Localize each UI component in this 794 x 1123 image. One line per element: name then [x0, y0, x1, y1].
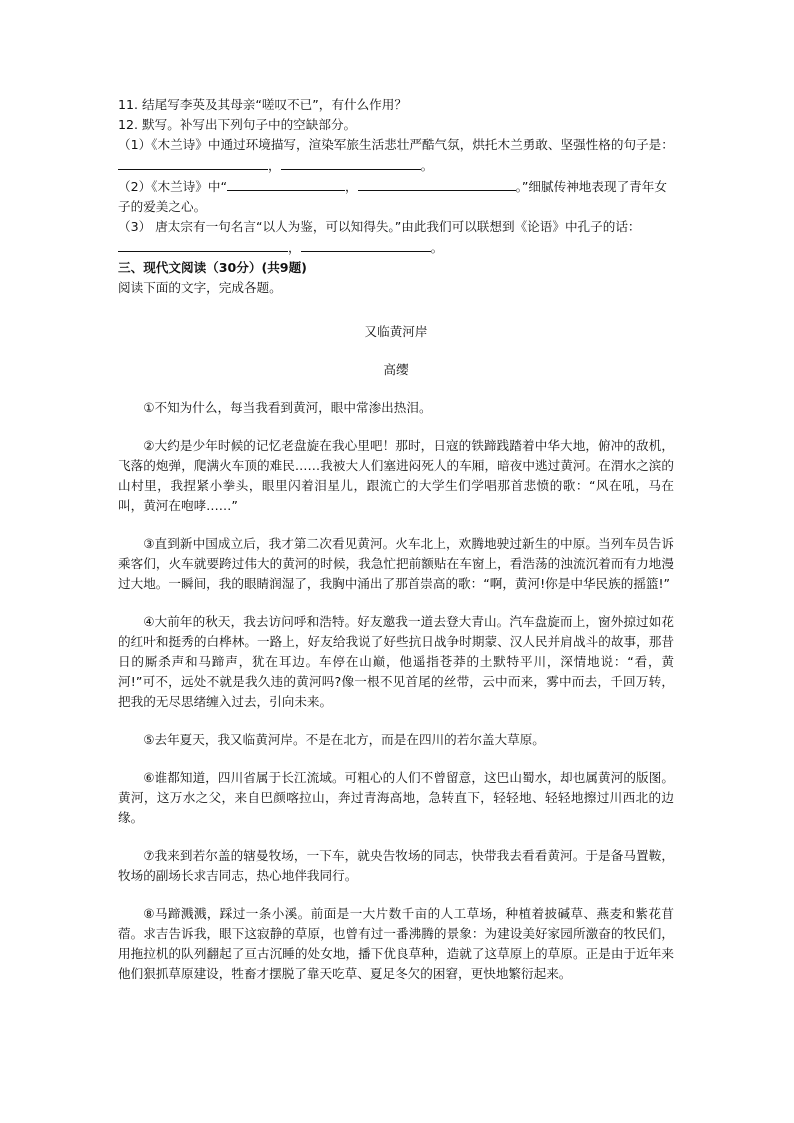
- question-12: 12. 默写。补写出下列句子中的空缺部分。: [118, 117, 357, 132]
- article-paragraph-2: ②大约是少年时候的记忆老盘旋在我心里吧！那时，日寇的铁蹄践踏着中华大地，俯冲的敌机，飞落的炮弹，爬满火车顶的难民……我被大人们塞进闷死人的车厢，暗夜中逃过黄河。在渭水之滨的山村里，我捏紧小拳头，眼里闪着泪星儿，跟流亡的大学生们学唱那首悲愤的歌：“风在吼，马在叫，黄河在咆哮……”: [118, 438, 674, 513]
- question-11: 11. 结尾写李英及其母亲“嗟叹不已”，有什么作用？: [118, 97, 407, 112]
- punct: ，: [288, 240, 301, 255]
- answer-blank-12-3b[interactable]: [301, 237, 431, 252]
- answer-blank-12-2b[interactable]: [358, 176, 516, 191]
- document-page: [118, 95, 674, 984]
- answer-blank-12-2a[interactable]: [227, 176, 345, 191]
- article-paragraph-7: ⑦我来到若尔盖的辖曼牧场，一下车，就央告牧场的同志，快带我去看看黄河。于是备马置鞍，牧场的副场长求吉同志，热心地伴我同行。: [118, 848, 674, 883]
- answer-blank-12-1b[interactable]: [281, 155, 421, 170]
- question-12-1-text: （1）《木兰诗》中通过环境描写，渲染军旅生活悲壮严酷气氛，烘托木兰勇敢、坚强性格的句子是：: [118, 137, 674, 152]
- article-paragraph-1: ①不知为什么，每当我看到黄河，眼中常渗出热泪。: [143, 400, 432, 415]
- question-12-3-text: （3） 唐太宗有一句名言“以人为鉴，可以知得失。”由此我们可以联想到《论语》中孔子的话：: [118, 219, 641, 234]
- article-title: 又临黄河岸: [364, 324, 428, 339]
- article-author: 高缨: [383, 362, 409, 377]
- punct: ，: [268, 158, 281, 173]
- punct: ，: [345, 179, 358, 194]
- answer-blank-12-3a[interactable]: [118, 237, 288, 252]
- section-instruction: 阅读下面的文字，完成各题。: [118, 280, 282, 295]
- article-paragraph-8: ⑧马蹄溅溅，踩过一条小溪。前面是一大片数千亩的人工草场，种植着披碱草、燕麦和紫花苜蓿。求吉告诉我，眼下这寂静的草原，也曾有过一番沸腾的景象：为建设美好家园所激奋的牧民们，用拖拉机的队列翻起了亘古沉睡的处女地，播下优良草种，造就了这草原上的草原。正是由于近年来他们狠抓草原建设，牲畜才摆脱了靠天吃草、夏足冬欠的困窘，更快地繁衍起来。: [118, 906, 674, 981]
- article-paragraph-3: ③直到新中国成立后，我才第二次看见黄河。火车北上，欢腾地驶过新生的中原。当列车员告诉乘客们，火车就要跨过伟大的黄河的时候，我急忙把前额贴在车窗上，看浩荡的浊流沉着而有力地漫过大地。一瞬间，我的眼睛润湿了，我胸中涌出了那首崇高的歌：“啊，黄河!你是中华民族的摇篮!”: [118, 536, 674, 591]
- article-paragraph-6: ⑥谁都知道，四川省属于长江流域。可粗心的人们不曾留意，这巴山蜀水，却也属黄河的版图。黄河，这万水之父，来自巴颜喀拉山，奔过青海高地，急转直下，轻轻地、轻轻地擦过川西北的边缘。: [118, 770, 674, 825]
- section-heading: 三、现代文阅读（30分）(共9题): [118, 260, 307, 275]
- punct: 。: [420, 158, 434, 173]
- question-12-2-tail: 。”细腻传神地表现了青年女子的爱美之心。: [118, 179, 667, 214]
- article-paragraph-5: ⑤去年夏天，我又临黄河岸。不是在北方，而是在四川的若尔盖大草原。: [143, 732, 545, 747]
- answer-blank-12-1a[interactable]: [118, 155, 268, 170]
- punct: 。: [430, 240, 444, 255]
- question-12-2-text: （2）《木兰诗》中“: [118, 179, 227, 194]
- article-paragraph-4: ④大前年的秋天，我去访问呼和浩特。好友邀我一道去登大青山。汽车盘旋而上，窗外掠过如花的红叶和挺秀的白桦林。一路上，好友给我说了好些抗日战争时期蒙、汉人民并肩战斗的故事，那昔日的厮杀声和马蹄声，犹在耳边。车停在山巅，他遥指苍莽的土默特平川，深情地说：“看，黄河!”可不，远处不就是我久违的黄河吗?像一根不见首尾的丝带，云中而来，雾中而去，千回万转，把我的无尽思绪缠入过去，引向未来。: [118, 614, 674, 709]
- question-12-2: [118, 176, 674, 217]
- question-12-1: [118, 135, 674, 176]
- question-12-3: [118, 217, 674, 258]
